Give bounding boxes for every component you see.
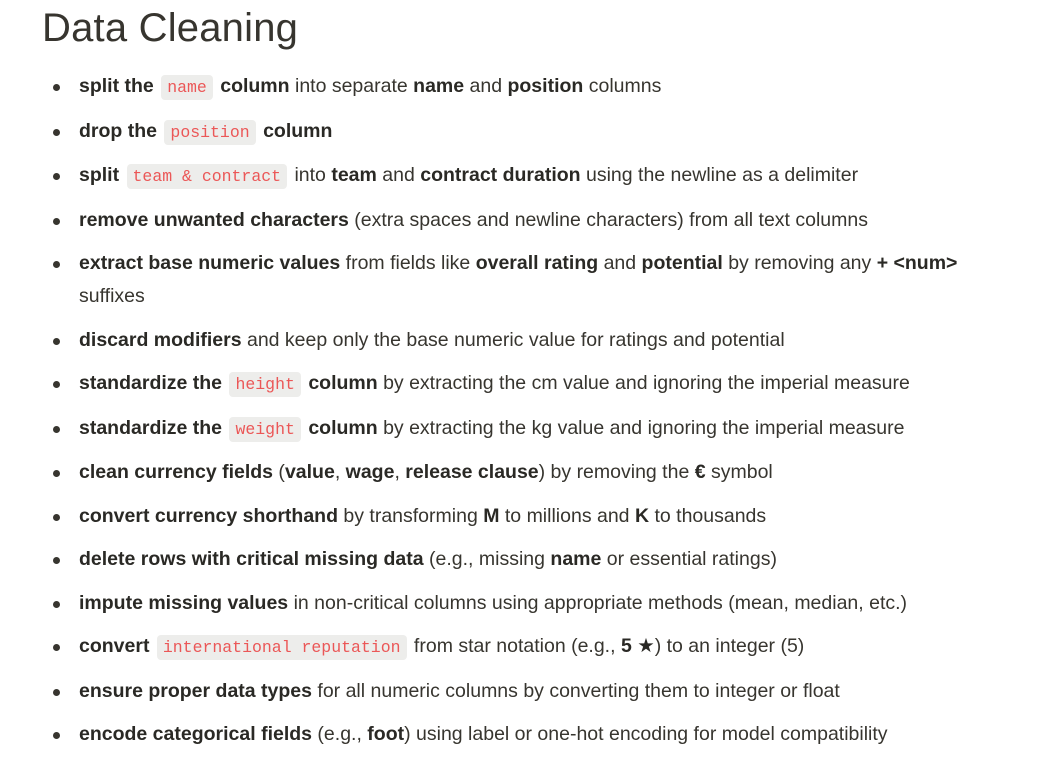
list-item [0,247,1055,313]
bold-text: M [483,504,500,527]
text: by removing any [722,252,877,274]
list-item [0,500,1055,533]
text: from fields like [340,252,476,274]
text: (e.g., missing [423,548,551,570]
bold-text: discard modifiers [79,328,242,351]
cleaning-steps-list [0,70,1055,762]
list-item [0,718,1055,751]
text: ( [273,461,285,483]
bold-text: team [331,164,377,186]
text: symbol [705,461,773,483]
bold-text: column [308,372,378,394]
bold-text: value [284,461,335,483]
text [222,417,227,439]
text: suffixes [79,285,145,307]
text: ) to an integer (5) [654,635,805,657]
list-item [0,543,1055,576]
text: and [464,75,508,97]
bold-text: contract duration [420,164,581,186]
bold-text: clean currency fields [79,461,274,483]
text: to thousands [649,504,767,527]
text: (e.g., [312,723,368,745]
list-item [0,587,1055,620]
bold-text: standardize the [79,372,223,394]
bold-text: ensure proper data types [79,679,312,702]
bold-text: € [694,461,706,483]
bold-text: wage [345,461,395,483]
text: using the newline as a delimiter [580,164,859,186]
bold-text: split [79,164,120,186]
bold-text: name [413,75,465,97]
text: ) by removing the [538,461,695,483]
inline-code: height [229,372,300,397]
text: into separate [289,75,414,97]
bold-text: release clause [405,461,539,483]
bold-text: delete rows with critical missing data [79,548,424,570]
bold-text: overall rating [475,252,599,274]
list-item [0,115,1055,149]
bold-text: + <num> [876,252,958,274]
bold-text: convert [79,635,150,657]
text [154,75,159,97]
text: by extracting the kg value and ignoring the imperial measure [377,416,905,439]
list-item [0,204,1055,237]
bold-text: convert currency shorthand [79,504,338,527]
bold-text: encode categorical fields [79,723,313,745]
bold-text: drop the [79,119,157,142]
text: and [376,164,421,186]
text: into [289,164,332,186]
inline-code: position [164,120,255,145]
list-item [0,159,1055,193]
inline-code: weight [229,417,300,442]
text: and [598,252,642,274]
bold-text: column [263,119,333,142]
text: by transforming [337,504,484,527]
inline-code: international reputation [157,635,407,660]
bold-text: split the [79,75,154,97]
text: in non-critical columns using appropriate methods (mean, median, etc.) [288,591,908,614]
list-item [0,630,1055,664]
bold-text: position [507,75,584,97]
page-title: Data Cleaning [42,6,299,50]
text: (extra spaces and newline characters) from all text columns [348,208,868,231]
bold-text: name [550,548,602,570]
text [222,372,227,394]
bold-text: column [308,416,378,439]
bold-text: foot [367,723,405,745]
text: or essential ratings) [601,548,777,570]
inline-code: name [161,75,213,100]
bold-text: column [220,75,290,97]
text: columns [583,75,662,97]
list-item [0,367,1055,401]
list-item [0,675,1055,708]
text [119,164,124,186]
text: for all numeric columns by converting them to integer or float [312,679,840,702]
bold-text: remove unwanted characters [79,208,349,231]
text [157,120,162,142]
list-item [0,324,1055,357]
text: by extracting the cm value and ignoring the imperial measure [377,372,910,394]
text: and keep only the base numeric value for ratings and potential [241,328,785,351]
text: to millions and [499,504,635,527]
text: ) using label or one-hot encoding for model compatibility [404,723,888,745]
text: , [394,461,406,483]
list-item [0,456,1055,489]
text: from star notation (e.g., [408,635,621,657]
bold-text: standardize the [79,416,223,439]
bold-text: 5 ★ [620,635,655,657]
inline-code: team & contract [127,164,288,189]
bold-text: potential [641,252,723,274]
text [149,635,154,657]
list-item [0,70,1055,104]
bold-text: impute missing values [79,591,289,614]
list-item [0,412,1055,446]
text: , [334,461,346,483]
bold-text: K [634,504,650,527]
bold-text: extract base numeric values [79,252,341,274]
